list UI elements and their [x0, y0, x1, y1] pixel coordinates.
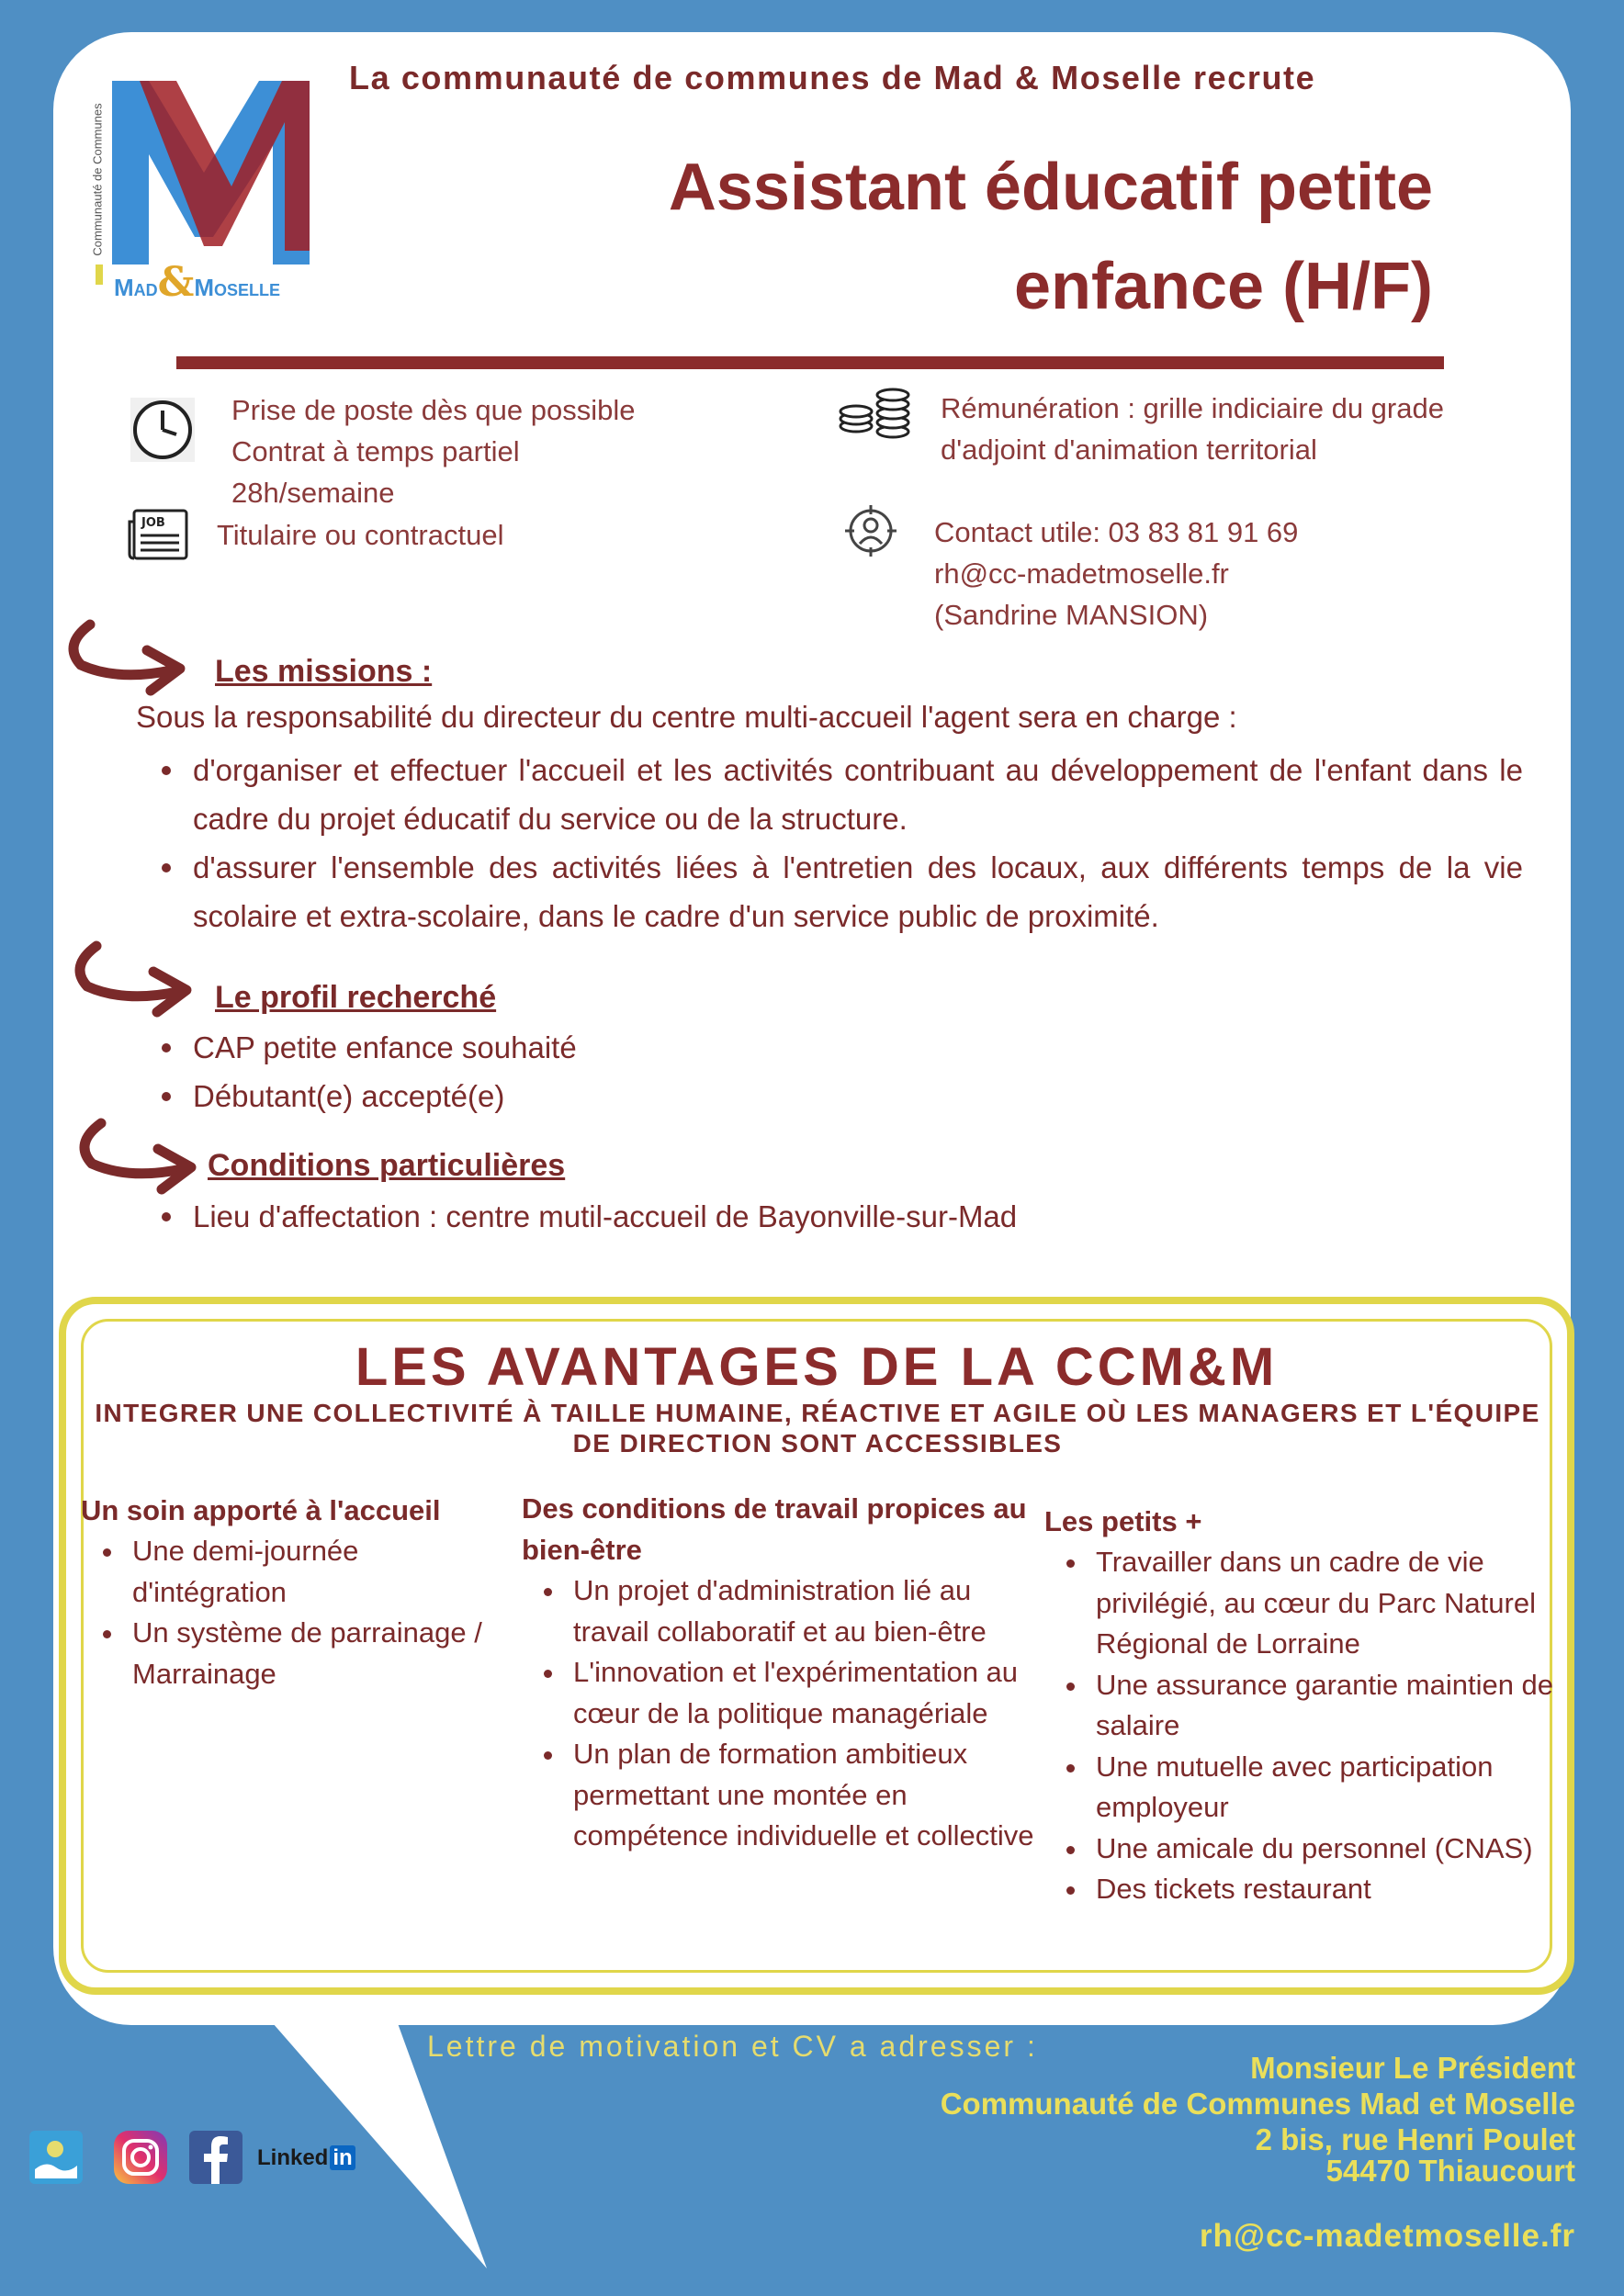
linkedin-icon[interactable]: [257, 2145, 355, 2171]
column-heading: Les petits +: [1044, 1505, 1202, 1537]
logo-amp: &: [157, 259, 195, 306]
footer-email[interactable]: rh@cc-madetmoselle.fr: [1199, 2218, 1575, 2254]
address-line: Monsieur Le Président: [1250, 2051, 1575, 2085]
info-salary: [941, 388, 1444, 470]
missions-title: Les missions :: [215, 654, 433, 689]
list-item: Débutant(e) accepté(e): [138, 1072, 1516, 1120]
address-line: 54470 Thiaucourt: [1325, 2154, 1575, 2188]
list-item: Un système de parrainage / Marrainage: [81, 1613, 513, 1694]
advantages-title: LES AVANTAGES DE LA CCM&M: [355, 1337, 1279, 1397]
status-text: Titulaire ou contractuel: [217, 519, 504, 551]
missions-list: [138, 746, 1523, 940]
list-item: d'assurer l'ensemble des activités liées à l'entretien des locaux, aux différents temps de la vie scolaire et extra-scolaire, dans le cadre d'un service public de proximité.: [138, 843, 1523, 940]
contact-email[interactable]: rh@cc-madetmoselle.fr: [934, 557, 1229, 590]
list-item: Lieu d'affectation : centre mutil-accueil de Bayonville-sur-Mad: [138, 1192, 1516, 1241]
start-text: Prise de poste dès que possible: [231, 394, 636, 426]
logo-vertical-text: Communauté de Communes: [90, 103, 105, 256]
contact-name: (Sandrine MANSION): [934, 599, 1209, 631]
list-item: Une mutuelle avec participation employeur: [1044, 1747, 1559, 1829]
org-recruits-line: La communauté de communes de Mad & Moselle recrute: [349, 59, 1316, 96]
salary-line1: Rémunération : grille indiciaire du grade: [941, 392, 1444, 424]
list-item: Un plan de formation ambitieux permettant une montée en compétence individuelle et collective: [522, 1734, 1045, 1857]
job-newspaper-icon: [127, 508, 189, 561]
contact-target-icon: [843, 503, 898, 558]
hours-text: 28h/semaine: [231, 477, 395, 509]
curved-arrow-icon: [69, 939, 207, 1021]
logo: [85, 72, 323, 306]
column-heading: Des conditions de travail propices au bien-être: [522, 1492, 1027, 1566]
advantages-subtitle: INTEGRER UNE COLLECTIVITÉ À TAILLE HUMAINE, RÉACTIVE ET AGILE OÙ LES MANAGERS ET L'ÉQUIPE DE DIRECTION SONT ACCESSIBLES: [95, 1399, 1540, 1458]
advantages-column-welcome: [81, 1490, 513, 1694]
advantages-column-extras: [1044, 1501, 1559, 1910]
profile-title: Le profil recherché: [215, 980, 497, 1015]
list-item: Une demi-journée d'intégration: [81, 1531, 513, 1613]
app-icon[interactable]: [28, 2129, 85, 2186]
apply-instructions: Lettre de motivation et CV a adresser :: [427, 2030, 1038, 2063]
list-item: CAP petite enfance souhaité: [138, 1023, 1516, 1072]
clock-icon: [130, 398, 195, 462]
info-contact: [934, 512, 1298, 636]
logo-wordmark: [114, 259, 280, 306]
list-item: Une assurance garantie maintien de salaire: [1044, 1665, 1559, 1747]
postal-address: [749, 2050, 1575, 2188]
missions-intro: Sous la responsabilité du directeur du centre multi-accueil l'agent sera en charge :: [136, 700, 1237, 734]
job-title-line2: enfance (H/F): [1013, 250, 1433, 323]
curved-arrow-icon: [73, 1116, 211, 1199]
job-title-line1: Assistant éducatif petite: [668, 151, 1433, 224]
contact-phone: Contact utile: 03 83 81 91 69: [934, 516, 1299, 548]
title-divider: [176, 356, 1444, 369]
list-item: Un projet d'administration lié au travail collaboratif et au bien-être: [522, 1570, 1045, 1652]
linkedin-text: Linked: [257, 2145, 329, 2170]
svg-text:JOB: JOB: [141, 516, 165, 530]
address-line: Communauté de Communes Mad et Moselle: [940, 2087, 1575, 2121]
facebook-icon[interactable]: [187, 2129, 244, 2186]
conditions-list: [138, 1192, 1516, 1241]
list-item: L'innovation et l'expérimentation au cœur de la politique managériale: [522, 1652, 1045, 1734]
advantages-column-wellbeing: [522, 1488, 1045, 1857]
list-item: Travailler dans un cadre de vie privilégié, au cœur du Parc Naturel Régional de Lorraine: [1044, 1542, 1559, 1665]
profile-list: [138, 1023, 1516, 1120]
curved-arrow-icon: [62, 617, 200, 700]
coins-icon: [838, 386, 911, 443]
logo-word-moselle: Moselle: [194, 274, 281, 301]
list-item: Des tickets restaurant: [1044, 1869, 1559, 1910]
instagram-icon[interactable]: [112, 2129, 169, 2186]
column-heading: Un soin apporté à l'accueil: [81, 1494, 441, 1526]
conditions-title: Conditions particulières: [208, 1148, 566, 1183]
info-start: [231, 389, 635, 513]
list-item: Une amicale du personnel (CNAS): [1044, 1829, 1559, 1870]
contract-text: Contrat à temps partiel: [231, 435, 520, 467]
linkedin-in-badge: in: [330, 2145, 355, 2170]
logo-word-mad: Mad: [114, 274, 158, 301]
job-title: [514, 138, 1433, 336]
salary-line2: d'adjoint d'animation territorial: [941, 433, 1317, 466]
list-item: d'organiser et effectuer l'accueil et les activités contribuant au développement de l'enfant dans le cadre du projet éducatif du service ou de la structure.: [138, 746, 1523, 843]
address-line: 2 bis, rue Henri Poulet: [1255, 2122, 1575, 2156]
